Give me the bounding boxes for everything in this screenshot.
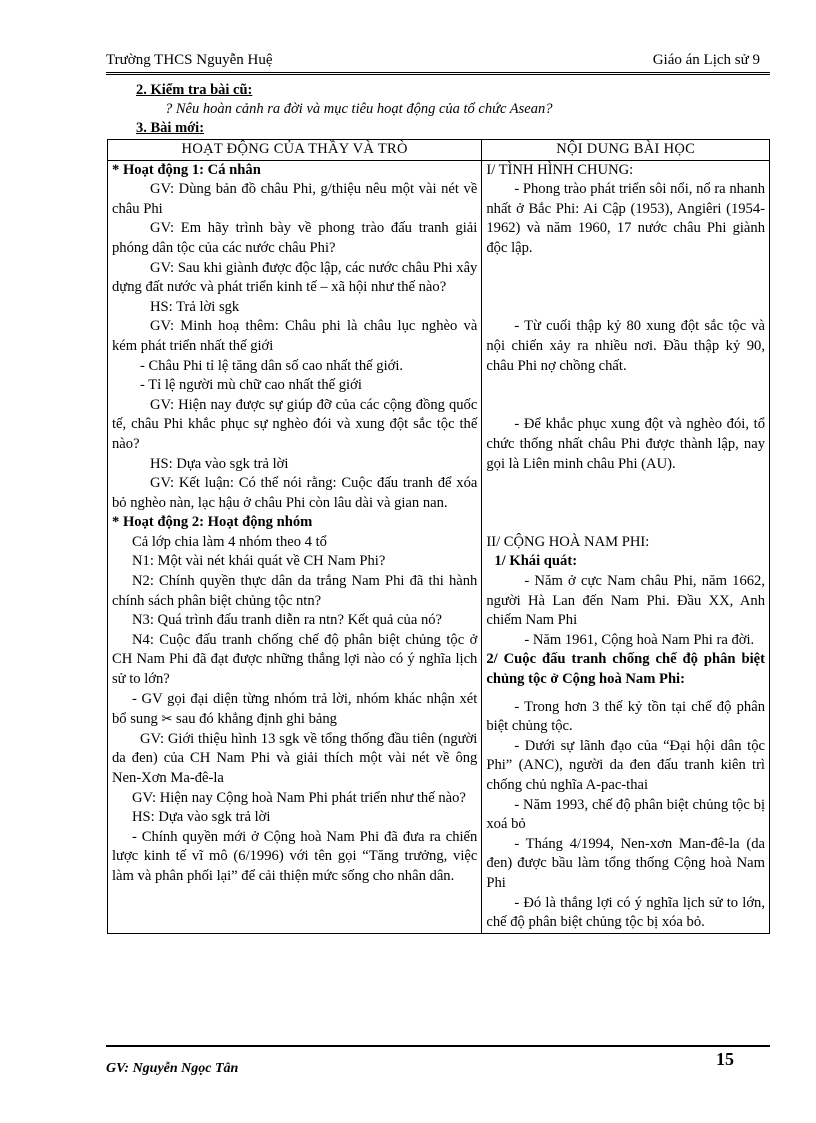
activity-line: GV: Sau khi giành được độc lập, các nước châu Phi xây dựng đất nước và phát triển kinh tế – xã hội như thế nào? [112,259,478,296]
activity-line: HS: Trả lời sgk [150,298,240,315]
activity-line: - Chính quyền mới ở Cộng hoà Nam Phi đã đưa ra chiến lược kinh tế vĩ mô (6/1996) với tên gọi “Tăng trưởng, việc làm và phân phối lại” để cải thiện mức sống cho nhân dân. [112,828,478,884]
activity-line: N1: Một vài nét khái quát về CH Nam Phi? [132,553,386,570]
content-section-1-title: I/ TÌNH HÌNH CHUNG: [486,161,634,178]
content-line: - Để khắc phục xung đột và nghèo đói, tổ chức thống nhất châu Phi được thành lập, nay gọi là Liên minh châu Phi (AU). [486,416,765,472]
content-line: - Đó là thắng lợi có ý nghĩa lịch sử to lớn, chế độ phân biệt chủng tộc bị xóa bỏ. [486,894,765,931]
page-header [106,50,770,75]
lesson-table [107,139,770,934]
content-line: - Tháng 4/1994, Nen-xơn Man-đê-la (da đen) được bầu làm tổng thống Cộng hoà Nam Phi [486,835,765,891]
activity-line: N2: Chính quyền thực dân da trắng Nam Phi đã thi hành chính sách phân biệt chủng tộc ntn? [112,573,478,609]
content-line: - Năm 1993, chế độ phân biệt chủng tộc bị xoá bỏ [486,796,765,833]
page-number: 15 [716,1049,734,1069]
activity-line: GV: Em hãy trình bày về phong trào đấu tranh giải phóng dân tộc của các nước châu Phi? [112,220,478,256]
old-lesson-question: ? Nêu hoàn cảnh ra đời và mục tiêu hoạt động của tổ chức Asean? [165,101,553,117]
scissors-icon: ✂ [161,711,173,727]
subject-name: Giáo án Lịch sử 9 [652,52,760,68]
section-2-title: 2. Kiểm tra bài cũ: [136,82,253,98]
activity-line: GV: Kết luận: Có thể nói rằng: Cuộc đấu tranh để xóa bỏ nghèo nàn, lạc hậu ở châu Phi còn lâu dài và gian nan. [112,475,478,511]
content-subsection-1: 1/ Khái quát: [494,553,578,570]
activity-line [112,690,477,730]
header-activities: HOẠT ĐỘNG CỦA THẦY VÀ TRÒ [108,140,482,161]
activity-line: N3: Quá trình đấu tranh diễn ra ntn? Kết quả của nó? [132,612,443,629]
content-line: - Năm 1961, Cộng hoà Nam Phi ra đời. [524,631,755,648]
content-line: - Dưới sự lãnh đạo của “Đại hội dân tộc Phi” (ANC), người da đen đấu tranh kiên trì chống chủ nghĩa A-pac-thai [486,737,765,793]
activity-line: HS: Dựa vào sgk trả lời [150,455,289,472]
activity-line: HS: Dựa vào sgk trả lời [132,809,271,826]
activity-2-title: * Hoạt động 2: Hoạt động nhóm [112,514,313,531]
header-content: NỘI DUNG BÀI HỌC [482,140,770,161]
activity-line: - Tỉ lệ người mù chữ cao nhất thế giới [140,377,362,394]
activity-line: GV: Hiện nay Cộng hoà Nam Phi phát triển như thế nào? [132,789,466,806]
activity-line: Cả lớp chia làm 4 nhóm theo 4 tổ [132,533,327,550]
content-line: - Trong hơn 3 thế kỷ tồn tại chế độ phân biệt chủng tộc. [486,698,765,735]
content-section-2-title: II/ CỘNG HOÀ NAM PHI: [486,533,650,550]
content-subsection-2: 2/ Cuộc đấu tranh chống chế độ phân biệt chủng tộc ở Cộng hoà Nam Phi: [486,651,765,688]
activity-line: GV: Dùng bản đồ châu Phi, g/thiệu nêu một vài nét về châu Phi [112,181,478,217]
teacher-name: GV: Nguyễn Ngọc Tân [106,1061,239,1076]
activity-line: GV: Hiện nay được sự giúp đỡ của các cộng đồng quốc tế, châu Phi khắc phục sự nghèo đói và xung đột sắc tộc thế nào? [112,396,478,452]
school-name: Trường THCS Nguyễn Huệ [106,52,273,68]
page-footer [106,1045,770,1076]
content-cell [482,160,770,933]
activities-cell [108,160,482,933]
activity-line: N4: Cuộc đấu tranh chống chế độ phân biệt chủng tộc ở CH Nam Phi đã đạt được những thắng lợi nào có ý nghĩa lịch sử to lớn? [112,631,478,688]
content-line: - Từ cuối thập kỷ 80 xung đột sắc tộc và nội chiến xảy ra nhiều nơi. Đầu thập kỷ 90, châu Phi nợ chồng chất. [486,318,765,374]
content-line: - Năm ở cực Nam châu Phi, năm 1662, người Hà Lan đến Nam Phi. Đầu XX, Anh chiếm Nam Phi [486,573,765,629]
activity-line: GV: Minh hoạ thêm: Châu phi là châu lục nghèo và kém phát triển nhất thế giới [112,318,478,354]
content-line: - Phong trào phát triển sôi nổi, nổ ra nhanh nhất ở Bắc Phi: Ai Cập (1953), Angiêri (1954- 1962) và năm 1960, 17 nước châu Phi giành độc lập. [486,181,765,256]
activity-text: sau đó khẳng định ghi bảng [176,711,337,728]
activity-line: GV: Giới thiệu hình 13 sgk về tổng thống đầu tiên (người da đen) của CH Nam Phi và giải thích một vài nét về ông Nen-Xơn Ma-đê-la [112,730,478,786]
activity-text: - GV gọi đại diện từng nhóm trả lời, nhóm khác nhận xét bổ sung [112,690,478,728]
activity-line: - Châu Phi tỉ lệ tăng dân số cao nhất thế giới. [140,357,404,374]
activity-1-title: * Hoạt động 1: Cá nhân [112,161,261,178]
section-3-title: 3. Bài mới: [136,120,205,136]
